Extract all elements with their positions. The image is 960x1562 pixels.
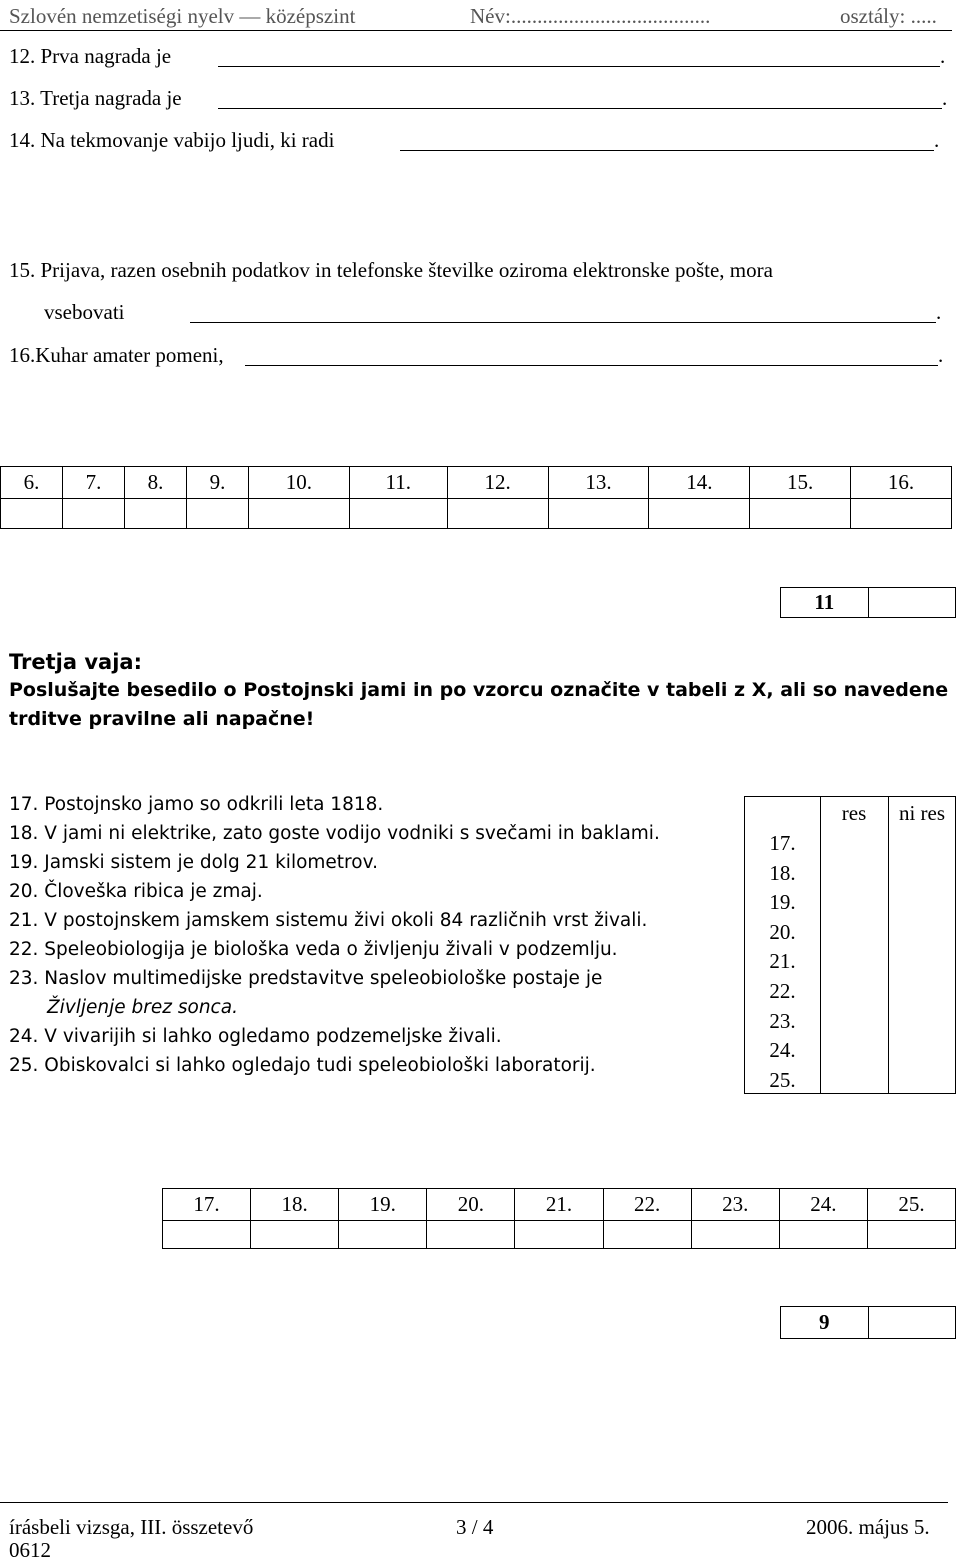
question-16: 16.Kuhar amater pomeni,: [9, 343, 224, 367]
row-label: 24.: [769, 1038, 796, 1063]
answer-cell[interactable]: [62, 499, 124, 529]
answer-line-16[interactable]: [245, 365, 938, 366]
statement-list: [9, 790, 660, 1080]
truth-table: [744, 796, 956, 1094]
footer-code: 0612: [9, 1538, 51, 1562]
question-13: 13. Tretja nagrada je: [9, 86, 182, 110]
statement-21: 21. V postojnskem jamskem sistemu živi okoli 84 različnih vrst živali.: [9, 910, 648, 931]
answer-header-cell: 10.: [248, 467, 349, 499]
row-label: 17.: [769, 831, 796, 855]
question-15-line2: vsebovati: [44, 300, 125, 324]
answer-line-15[interactable]: [190, 322, 936, 323]
answer-header-cell: 17.: [163, 1189, 251, 1221]
answer-header-cell: 15.: [750, 467, 851, 499]
answer-cell[interactable]: [163, 1221, 251, 1249]
answer-header-cell: 23.: [691, 1189, 779, 1221]
answer-cell[interactable]: [867, 1221, 955, 1249]
footer-date: 2006. május 5.: [806, 1515, 930, 1539]
answer-cell[interactable]: [124, 499, 186, 529]
answer-line-13[interactable]: [218, 108, 942, 109]
answer-cell[interactable]: [691, 1221, 779, 1249]
score-max: 9: [781, 1307, 869, 1339]
answer-header-cell: 22.: [603, 1189, 691, 1221]
question-12: 12. Prva nagrada je: [9, 44, 172, 68]
period: .: [938, 343, 944, 367]
answer-line-14[interactable]: [400, 150, 934, 151]
row-label: 21.: [769, 949, 796, 974]
period: .: [942, 86, 948, 110]
answer-line-12[interactable]: [218, 66, 940, 67]
answer-table-1: [0, 466, 952, 529]
answer-header-cell: 16.: [851, 467, 952, 499]
answer-cell[interactable]: [251, 1221, 339, 1249]
answer-cell[interactable]: [515, 1221, 603, 1249]
answer-cell[interactable]: [427, 1221, 515, 1249]
score-max: 11: [781, 588, 869, 618]
answer-header-cell: 7.: [62, 467, 124, 499]
answer-header-cell: 24.: [779, 1189, 867, 1221]
answer-header-cell: 8.: [124, 467, 186, 499]
row-label: 19.: [769, 890, 796, 915]
answer-cell[interactable]: [548, 499, 649, 529]
answer-cell[interactable]: [649, 499, 750, 529]
period: .: [940, 44, 946, 68]
answer-cell[interactable]: [603, 1221, 691, 1249]
statement-20: 20. Človeška ribica je zmaj.: [9, 881, 263, 902]
answer-cell[interactable]: [750, 499, 851, 529]
row-label: 20.: [769, 919, 796, 944]
statement-18: 18. V jami ni elektrike, zato goste vodijo vodniki s svečami in baklami.: [9, 823, 660, 844]
header-divider: [0, 30, 952, 31]
row-label: 23.: [769, 1008, 796, 1033]
answer-cell[interactable]: [1, 499, 63, 529]
statement-23: 23. Naslov multimedijske predstavitve speleobiološke postaje je: [9, 968, 603, 989]
answer-table-2: [162, 1188, 956, 1249]
header-name-label: Név:......................................: [470, 4, 711, 28]
question-15-line1: 15. Prijava, razen osebnih podatkov in telefonske številke oziroma elektronske pošte, mora: [9, 258, 773, 282]
footer-exam: írásbeli vizsga, III. összetevő: [9, 1515, 254, 1539]
exercise-instruction-line2: trditve pravilne ali napačne!: [9, 708, 315, 730]
col-false: ni res: [898, 801, 946, 825]
answer-cell[interactable]: [186, 499, 248, 529]
truth-table-divider: [820, 797, 821, 1093]
answer-cell[interactable]: [851, 499, 952, 529]
score-box-2: [780, 1306, 956, 1339]
statement-25: 25. Obiskovalci si lahko ogledajo tudi speleobiološki laboratorij.: [9, 1055, 596, 1076]
answer-cell[interactable]: [349, 499, 447, 529]
answer-header-cell: 11.: [349, 467, 447, 499]
statement-23-title: Življenje brez sonca.: [47, 997, 238, 1018]
exercise-title: Tretja vaja:: [9, 650, 142, 674]
statement-24: 24. V vivarijih si lahko ogledamo podzemeljske živali.: [9, 1026, 502, 1047]
answer-header-cell: 21.: [515, 1189, 603, 1221]
footer-page: 3 / 4: [456, 1515, 494, 1539]
answer-cell[interactable]: [779, 1221, 867, 1249]
col-true: res: [841, 801, 867, 825]
exercise-instruction-line1: Poslušajte besedilo o Postojnski jami in po vzorcu označite v tabeli z X, ali so navedene: [9, 679, 949, 701]
row-label: 22.: [769, 978, 796, 1003]
score-input[interactable]: [868, 588, 955, 618]
truth-table-divider: [888, 797, 889, 1093]
answer-cell[interactable]: [447, 499, 548, 529]
answer-header-cell: 13.: [548, 467, 649, 499]
footer-divider: [0, 1502, 948, 1503]
answer-header-cell: 18.: [251, 1189, 339, 1221]
header-subject: Szlovén nemzetiségi nyelv — középszint: [9, 4, 356, 28]
answer-header-cell: 25.: [867, 1189, 955, 1221]
period: .: [936, 300, 942, 324]
answer-header-cell: 19.: [339, 1189, 427, 1221]
answer-cell[interactable]: [339, 1221, 427, 1249]
answer-header-cell: 6.: [1, 467, 63, 499]
score-input[interactable]: [868, 1307, 955, 1339]
answer-header-cell: 12.: [447, 467, 548, 499]
answer-header-cell: 20.: [427, 1189, 515, 1221]
answer-header-cell: 9.: [186, 467, 248, 499]
row-label: 25.: [769, 1067, 796, 1092]
period: .: [934, 128, 940, 152]
statement-19: 19. Jamski sistem je dolg 21 kilometrov.: [9, 852, 378, 873]
header-class-label: osztály: .....: [840, 4, 937, 28]
score-box-1: [780, 587, 956, 618]
statement-22: 22. Speleobiologija je biološka veda o življenju živali v podzemlju.: [9, 939, 618, 960]
question-14: 14. Na tekmovanje vabijo ljudi, ki radi: [9, 128, 335, 152]
truth-row-labels: [745, 829, 820, 1095]
statement-17: 17. Postojnsko jamo so odkrili leta 1818.: [9, 794, 384, 815]
answer-header-cell: 14.: [649, 467, 750, 499]
row-label: 18.: [769, 860, 796, 885]
answer-cell[interactable]: [248, 499, 349, 529]
